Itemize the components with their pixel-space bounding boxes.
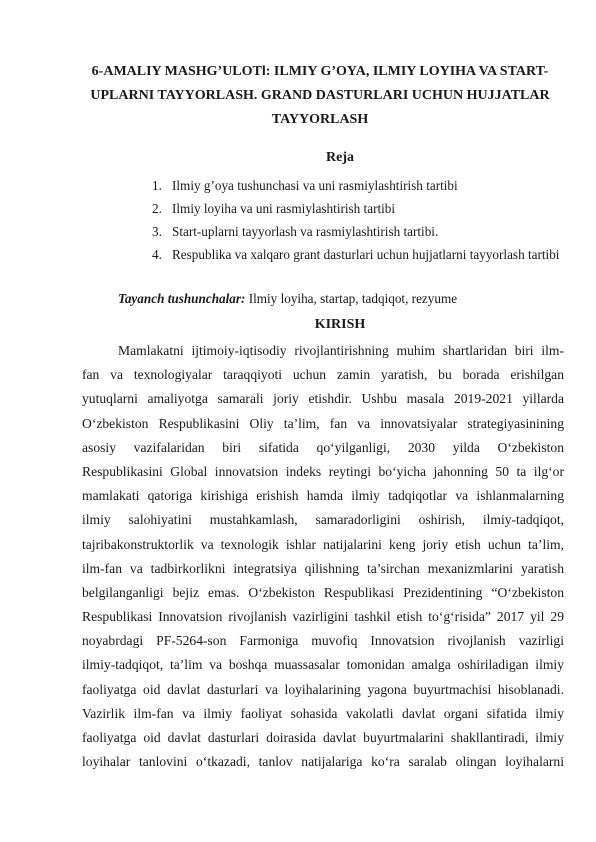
paragraph-line: ilm-fan va tadbirkorlikni integratsiya qilishning ta’sirchan mexanizmlarini yaratish (82, 560, 564, 576)
plan-heading: Reja (326, 150, 354, 165)
keywords-text: Ilmiy loyiha, startap, tadqiqot, rezyume (245, 291, 458, 306)
intro-paragraph (82, 339, 564, 774)
paragraph-line: faoliyatga oid davlat dasturlari doirasida davlat buyurtmalarini shakllantiradi, ilmiy (82, 730, 564, 745)
paragraph-line: faoliyatga oid davlat dasturlari va loyihalarining yagona buyurtmachisi hisoblanadi. (82, 681, 564, 697)
paragraph-line: ilmiy-tadqiqot, ta’lim va boshqa muassasalar tomonidan amalga oshiriladigan ilmiy (82, 657, 564, 673)
plan-item-number: 3. (152, 224, 162, 239)
plan-item (152, 197, 562, 220)
paragraph-line: tajribakonstruktorlik va texnologik ishlar natijalarini keng joriy etish uchun ta’lim, (82, 536, 564, 552)
document-title (80, 60, 560, 132)
paragraph-line: O‘zbekiston Respublikasini Oliy ta’lim, fan va innovatsiyalar strategiyasinining (82, 415, 564, 431)
plan-item-text: Respublika va xalqaro grant dasturlari uchun hujjatlarni tayyorlash tartibi (172, 247, 560, 262)
paragraph-line: mamlakati qatoriga kirishiga erishish hamda ilmiy tadqiqotlar va ishlanmalarning (82, 488, 564, 504)
paragraph-line: Respublikasi Innovatsion rivojlanish vazirligini tashkil etish to‘g‘risida” 2017 yil 29 (82, 609, 564, 625)
plan-item-text: Start-uplarni tayyorlash va rasmiylashtirish tartibi. (172, 224, 439, 239)
title-line: 6-AMALIY MASHG’ULOTl: ILMIY G’OYA, ILMIY LOYIHA VA START- (91, 64, 549, 79)
plan-item (152, 220, 562, 243)
paragraph-line: Vazirlik ilm-fan va ilmiy faoliyat sohasida vakolatli davlat organi sifatida ilmiy (82, 705, 564, 721)
plan-item-number: 2. (152, 201, 162, 216)
plan-item-number: 4. (152, 247, 162, 262)
plan-item-number: 1. (152, 178, 162, 193)
plan-item (152, 174, 562, 197)
plan-item (152, 243, 562, 266)
paragraph-line: Respublikasini Global innovatsion indeks reytingi bo‘yicha jahonning 50 ta ilg‘or (82, 463, 564, 479)
paragraph-line: loyihalar tanlovini o‘tkazadi, tanlov natijalariga ko‘ra saralab olingan loyihalarni (82, 754, 564, 770)
paragraph-line: asosiy vazifalaridan biri sifatida qo‘yilganligi, 2030 yilda O‘zbekiston (82, 439, 564, 455)
paragraph-line: Mamlakatni ijtimoiy-iqtisodiy rivojlantirishning muhim shartlaridan biri ilm- (118, 343, 564, 358)
paragraph-line: belgilanganligi bejiz emas. O‘zbekiston Respublikasi Prezidentining “O‘zbekiston (82, 584, 564, 600)
intro-heading: KIRISH (314, 317, 366, 332)
title-line: UPLARNI TAYYORLASH. GRAND DASTURLARI UCHUN HUJJATLAR (90, 88, 550, 103)
paragraph-line: yutuqlarni amaliyotga samarali joriy etishdir. Ushbu masala 2019-2021 yillarda (82, 391, 564, 407)
title-line: TAYYORLASH (271, 112, 369, 127)
keywords-label: Tayanch tushunchalar: (118, 291, 246, 306)
plan-item-text: Ilmiy g’oya tushunchasi va uni rasmiylashtirish tartibi (172, 178, 458, 193)
plan-item-text: Ilmiy loyiha va uni rasmiylashtirish tartibi (172, 201, 396, 216)
paragraph-line: fan va texnologiyalar taraqqiyoti uchun zamin yaratish, bu borada erishilgan (82, 367, 564, 383)
plan-list (152, 174, 562, 266)
keywords-line (118, 291, 457, 307)
paragraph-line: ilmiy salohiyatini mustahkamlash, samaradorligini oshirish, ilmiy-tadqiqot, (82, 512, 564, 528)
paragraph-line: noyabrdagi PF-5264-son Farmoniga muvofiq Innovatsion rivojlanish vazirligi (82, 633, 564, 649)
